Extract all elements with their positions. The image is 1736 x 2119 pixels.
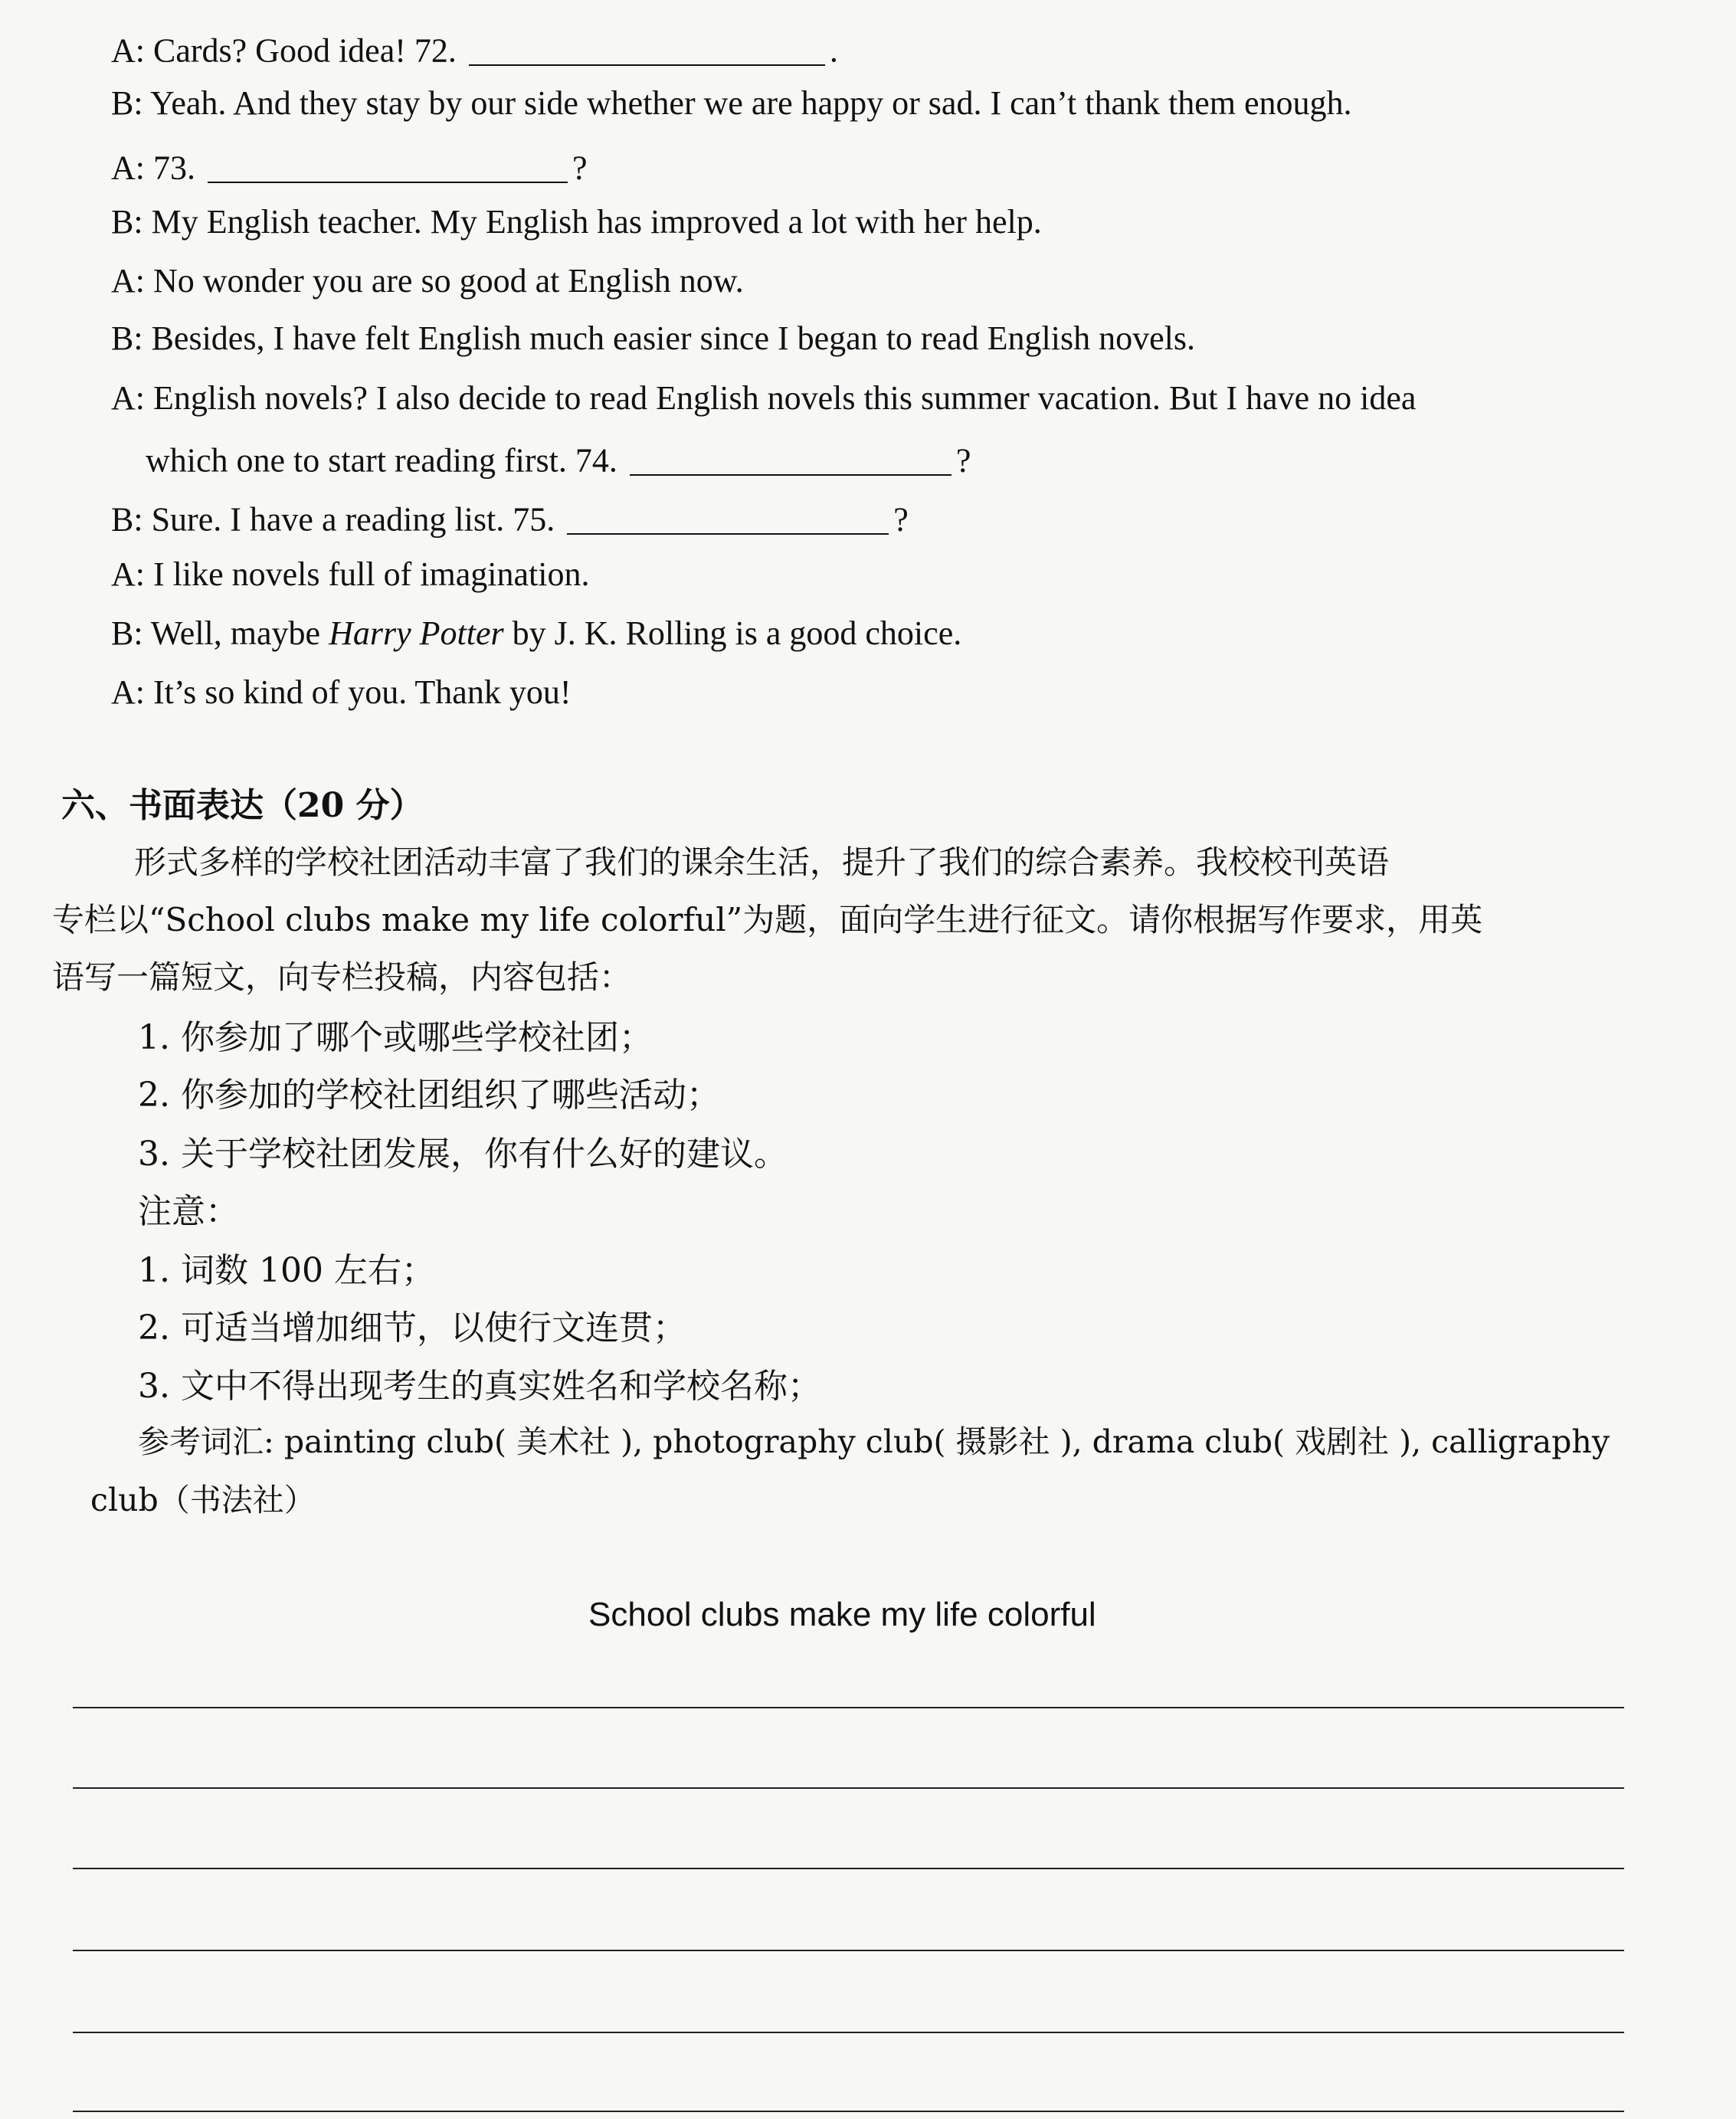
- dialogue-line: [111, 379, 1651, 417]
- content-point: 1. 你参加了哪个或哪些学校社团；: [138, 1018, 653, 1057]
- note-item: 1. 词数 100 左右；: [138, 1251, 435, 1290]
- speaker-label: A:: [111, 149, 145, 187]
- dialogue-line: [111, 614, 962, 652]
- speaker-label: B:: [111, 203, 143, 241]
- writing-line[interactable]: [73, 1787, 1624, 1789]
- dialogue-line: [111, 264, 744, 298]
- intro-line: 专栏以“School clubs make my life colorful”为题，面向学生进行征文。请你根据写作要求，用英: [52, 901, 1483, 938]
- dialogue-line: [111, 205, 1042, 239]
- answer-blank-74[interactable]: [630, 441, 952, 476]
- intro-line: 形式多样的学校社团活动丰富了我们的课余生活，提升了我们的综合素养。我校校刊英语: [134, 843, 1390, 881]
- section-title: 六、书面表达（20 分）: [61, 786, 424, 825]
- dialogue-line-75: [111, 499, 909, 537]
- dialogue-text: It’s so kind of you. Thank you!: [153, 673, 572, 711]
- writing-line[interactable]: [73, 2032, 1624, 2033]
- intro-line: 语写一篇短文，向专栏投稿，内容包括：: [52, 958, 632, 996]
- speaker-label: A:: [111, 262, 145, 300]
- speaker-label: B:: [111, 500, 143, 539]
- dialogue-line-72: [111, 31, 838, 68]
- writing-line[interactable]: [73, 1707, 1624, 1708]
- dialogue-text: which one to start reading first. 74.: [146, 441, 617, 480]
- dialogue-text: Yeah. And they stay by our side whether we are happy or sad. I can’t thank them enough.: [149, 84, 1352, 122]
- dialogue-line: [111, 555, 590, 593]
- dialogue-line-73: [111, 148, 588, 185]
- dialogue-text: by J. K. Rolling is a good choice.: [512, 614, 962, 652]
- speaker-label: A:: [111, 673, 145, 711]
- essay-title: School clubs make my life colorful: [588, 1596, 1096, 1633]
- answer-blank-75[interactable]: [567, 499, 889, 535]
- dialogue-line: [111, 673, 572, 711]
- vocab-line: club（书法社）: [90, 1482, 316, 1518]
- dialogue-punct: .: [829, 31, 838, 70]
- content-point: 3. 关于学校社团发展，你有什么好的建议。: [138, 1135, 788, 1174]
- dialogue-punct: ?: [955, 441, 971, 480]
- speaker-label: A:: [111, 31, 145, 70]
- dialogue-text: No wonder you are so good at English now.: [153, 262, 744, 300]
- speaker-label: A:: [111, 379, 145, 417]
- dialogue-line: [111, 84, 1352, 122]
- speaker-label: B:: [111, 614, 143, 652]
- content-point: 2. 你参加的学校社团组织了哪些活动；: [138, 1076, 720, 1115]
- writing-line[interactable]: [73, 1950, 1624, 1951]
- writing-line[interactable]: [73, 1868, 1624, 1869]
- note-item: 2. 可适当增加细节，以使行文连贯；: [138, 1308, 686, 1348]
- writing-line[interactable]: [73, 2111, 1624, 2112]
- speaker-label: B:: [111, 319, 143, 357]
- dialogue-line: [111, 319, 1195, 357]
- speaker-label: A:: [111, 555, 145, 593]
- dialogue-text: Well, maybe: [150, 614, 321, 652]
- answer-blank-72[interactable]: [469, 31, 825, 66]
- dialogue-line-74: [146, 441, 971, 478]
- vocab-line: 参考词汇: painting club( 美术社 ), photography club( 摄影社 ), drama club( 戏剧社 ), calligraphy: [138, 1423, 1610, 1460]
- dialogue-text: Besides, I have felt English much easier since I began to read English novels.: [151, 319, 1195, 357]
- book-title: Harry Potter: [329, 614, 504, 652]
- dialogue-text: I like novels full of imagination.: [153, 555, 590, 593]
- dialogue-punct: ?: [572, 149, 588, 187]
- dialogue-text: Cards? Good idea! 72.: [153, 31, 457, 70]
- dialogue-punct: ?: [893, 500, 909, 539]
- dialogue-text: English novels? I also decide to read English novels this summer vacation. But I have no idea: [153, 379, 1417, 417]
- note-item: 3. 文中不得出现考生的真实姓名和学校名称；: [138, 1367, 821, 1406]
- notes-label: 注意：: [138, 1192, 239, 1231]
- dialogue-text: Sure. I have a reading list. 75.: [151, 500, 555, 539]
- dialogue-text: 73.: [153, 149, 195, 187]
- dialogue-text: My English teacher. My English has improved a lot with her help.: [151, 203, 1042, 241]
- answer-blank-73[interactable]: [208, 148, 568, 183]
- speaker-label: B:: [111, 84, 143, 122]
